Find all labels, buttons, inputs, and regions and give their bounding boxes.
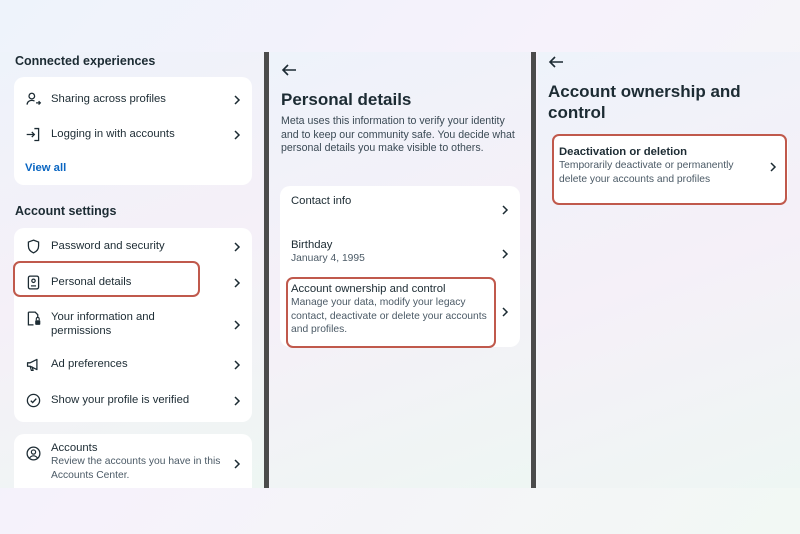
account-ownership-item[interactable] [280,282,520,342]
chevron-right-icon [232,358,242,370]
id-card-icon [23,272,43,292]
logging-in-with-accounts-label: Logging in with accounts [51,128,175,140]
deactivation-or-deletion-title: Deactivation or deletion [559,146,688,158]
deactivation-or-deletion-subtitle: Temporarily deactivate or permanently delete your accounts and profiles [559,160,734,185]
chevron-right-icon [232,128,242,140]
accounts-subtitle: Review the accounts you have in this Accounts Center. [51,456,221,481]
accounts-item[interactable] [14,441,252,485]
chevron-right-icon [500,247,510,259]
page-title: Account ownership and control [548,82,741,122]
connected-experiences-heading: Connected experiences [15,54,156,68]
personal-details-label: Personal details [51,276,132,288]
personal-details-item[interactable] [14,269,252,295]
personal-details-card [280,186,520,347]
ad-preferences-item[interactable] [14,351,252,377]
chevron-right-icon [768,160,778,172]
chevron-right-icon [232,394,242,406]
password-and-security-item[interactable] [14,233,252,259]
verified-badge-icon [23,390,43,410]
chevron-right-icon [500,305,510,317]
chevron-right-icon [232,457,242,469]
page-description: Meta uses this information to verify your identity and to keep our community safe. You decide what personal details you make visible to others. [281,115,515,154]
megaphone-icon [23,354,43,374]
show-profile-verified-label: Show your profile is verified [51,394,190,406]
accounts-card[interactable] [14,434,252,488]
logging-in-with-accounts-item[interactable] [14,121,252,147]
your-information-and-permissions-item[interactable] [14,306,252,342]
account-settings-heading: Account settings [15,204,117,218]
ad-preferences-label: Ad preferences [51,358,128,370]
chevron-right-icon [232,93,242,105]
contact-info-item[interactable] [280,194,520,222]
document-lock-icon [23,308,43,328]
shield-icon [23,236,43,256]
accounts-center-panel [0,52,264,488]
panel-divider [264,52,269,488]
page-title: Personal details [281,90,412,109]
show-profile-verified-item[interactable] [14,387,252,413]
chevron-right-icon [232,276,242,288]
your-information-and-permissions-label: Your information and permissions [51,311,155,337]
birthday-item[interactable] [280,238,520,270]
chevron-right-icon [232,318,242,330]
view-all-link[interactable]: View all [25,162,67,174]
chevron-right-icon [232,240,242,252]
contact-info-title: Contact info [291,195,352,207]
password-and-security-label: Password and security [51,240,165,252]
accounts-title: Accounts [51,442,98,454]
chevron-right-icon [500,203,510,215]
birthday-title: Birthday [291,239,333,251]
panel-divider [531,52,536,488]
back-arrow-icon[interactable] [548,55,564,69]
back-arrow-icon[interactable] [281,63,297,77]
login-arrow-icon [23,124,43,144]
profile-share-icon [23,89,43,109]
personal-details-panel [270,52,530,488]
birthday-value: January 4, 1995 [291,253,365,264]
deactivation-or-deletion-item[interactable] [552,145,788,191]
sharing-across-profiles-label: Sharing across profiles [51,93,166,105]
sharing-across-profiles-item[interactable] [14,86,252,112]
account-ownership-card [552,134,788,204]
account-circle-icon [23,443,43,463]
account-ownership-panel [538,52,800,488]
account-ownership-title: Account ownership and control [291,283,446,295]
account-ownership-subtitle: Manage your data, modify your legacy contact, deactivate or delete your accounts and profiles. [291,297,487,335]
account-settings-card [14,228,252,422]
